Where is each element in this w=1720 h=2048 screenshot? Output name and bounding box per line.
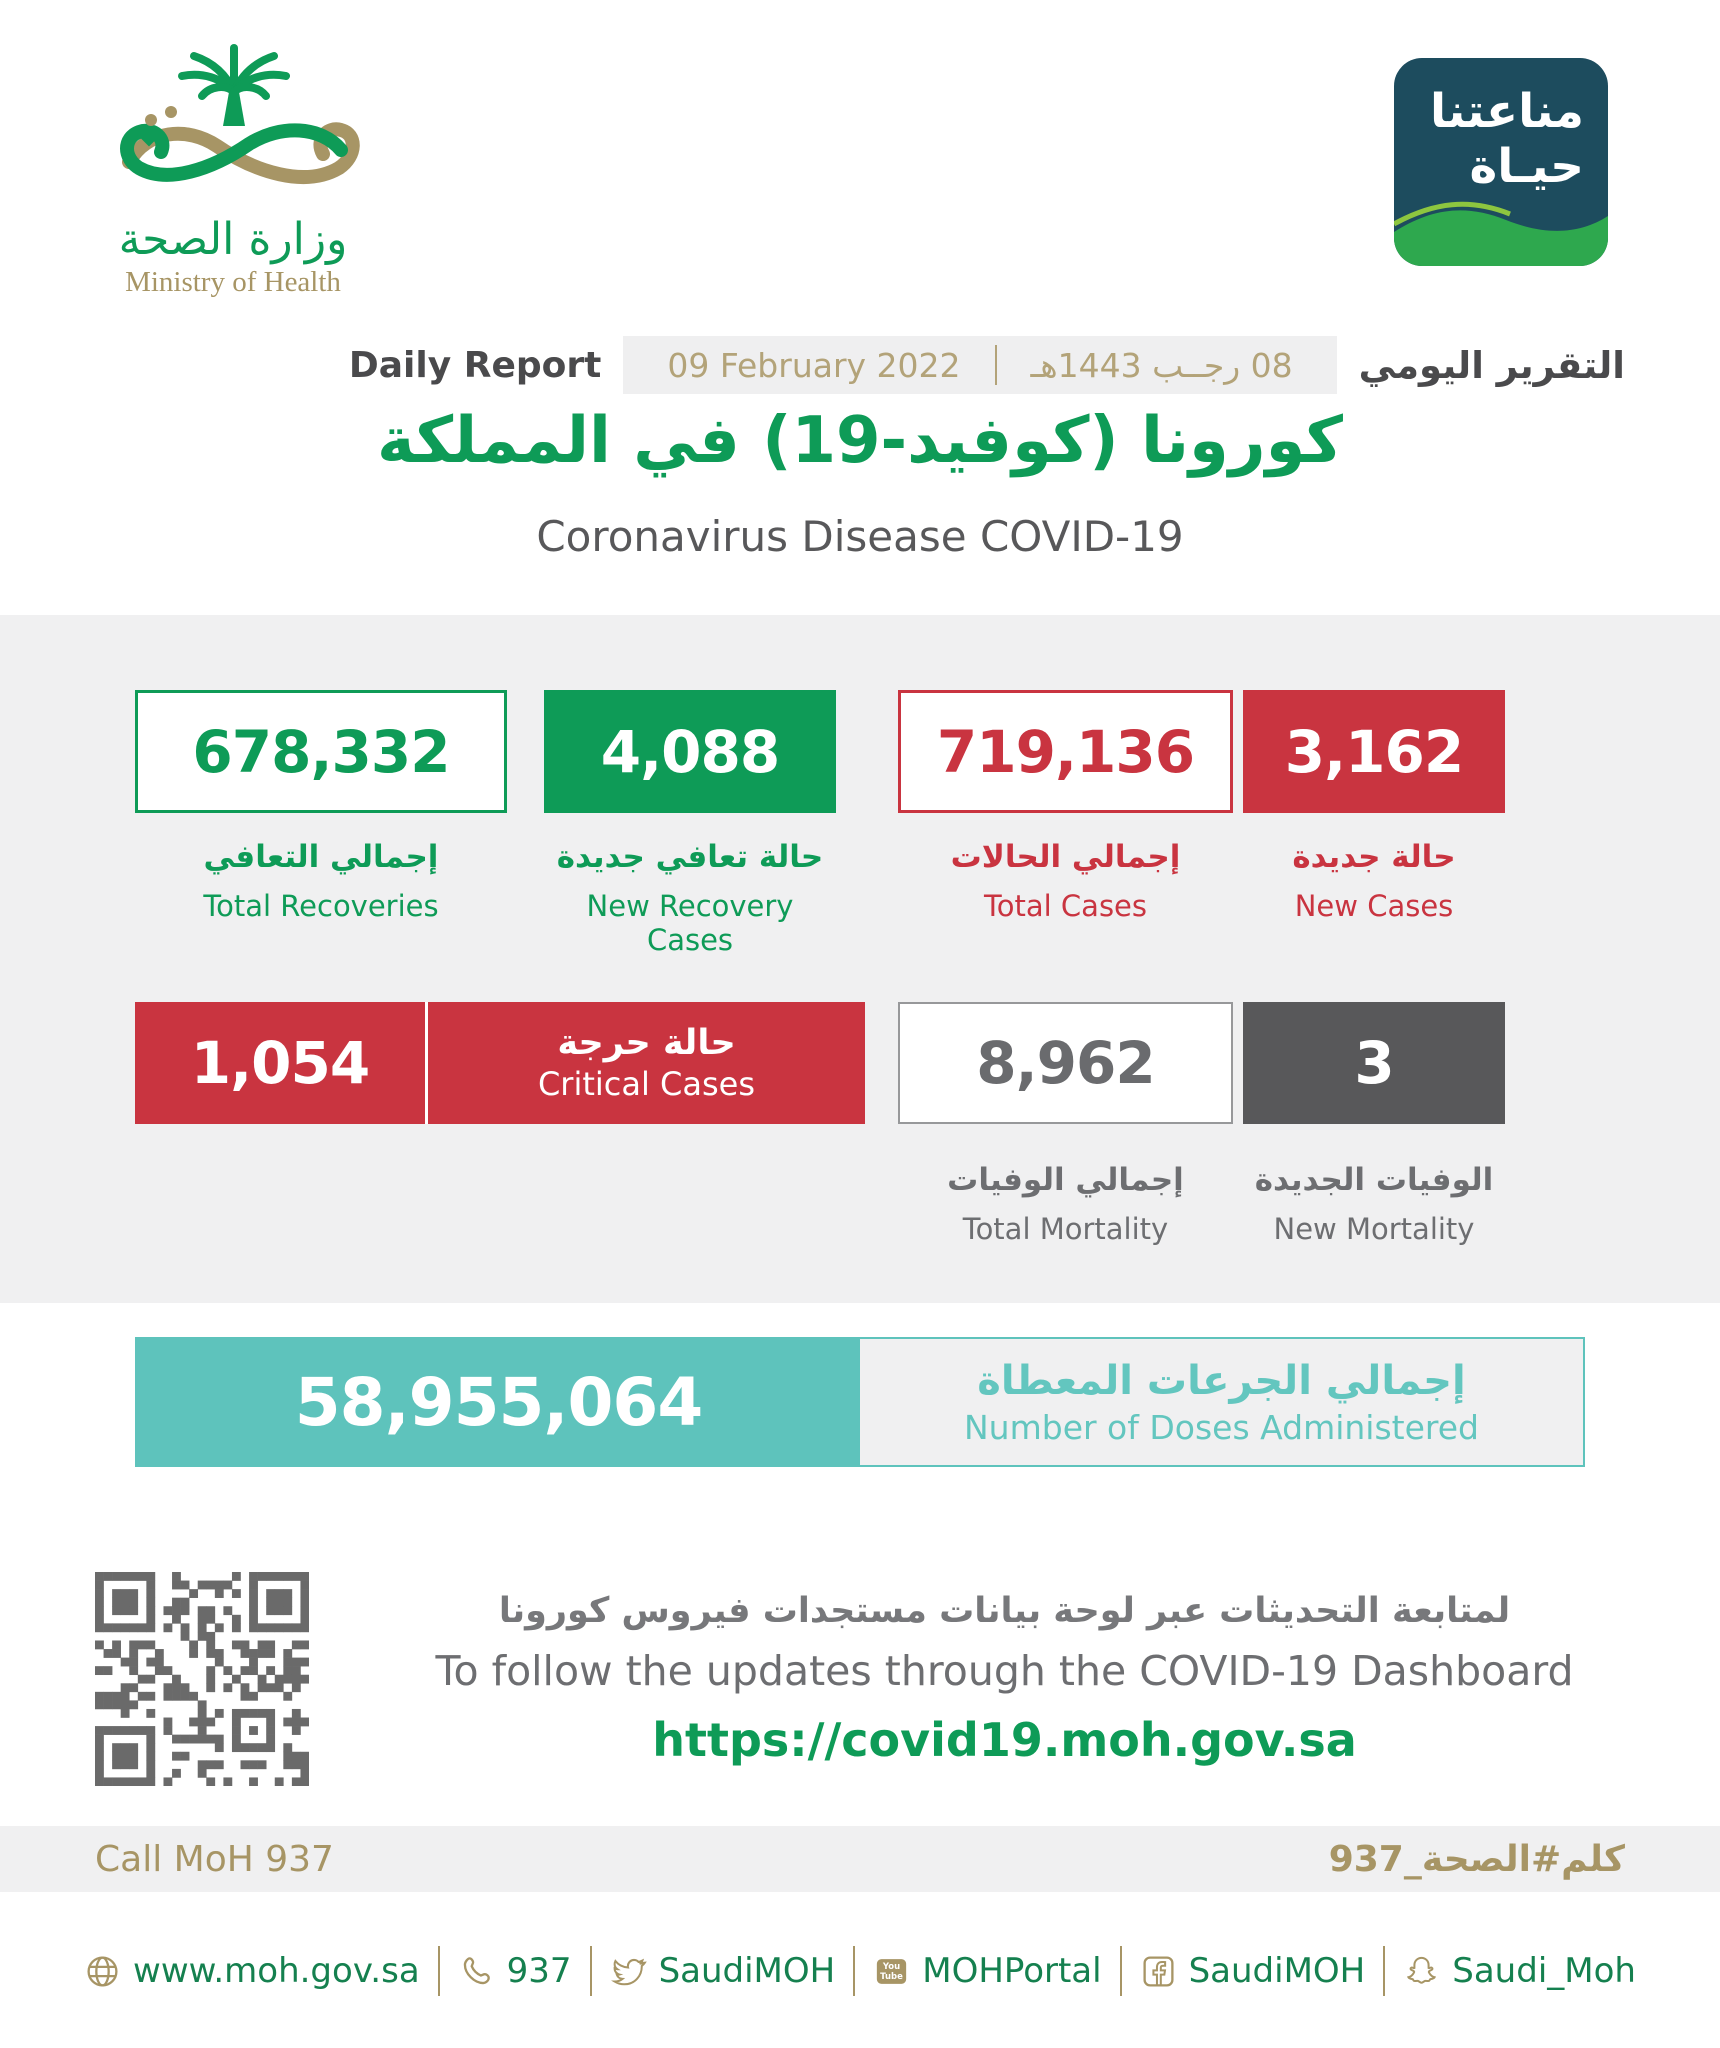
phone-icon [458, 1953, 495, 1990]
snapchat-handle: Saudi_Moh [1452, 1951, 1636, 1991]
footer-item-snapchat[interactable] [1403, 1951, 1636, 1991]
page-title-arabic: كورونا (كوفيد-19) في المملكة [377, 404, 1343, 478]
doses-band [135, 1337, 1585, 1467]
phone-label: 937 [506, 1951, 572, 1991]
date-box [623, 336, 1336, 394]
wave-icon [1394, 194, 1608, 266]
youtube-icon [873, 1953, 910, 1990]
critical-cases-label-ar: حالة حرجة [557, 1023, 736, 1063]
footer-divider [590, 1946, 592, 1996]
new-cases-value: 3,162 [1284, 717, 1464, 786]
footer-item-youtube[interactable] [873, 1951, 1101, 1991]
svg-text:Tube: Tube [880, 1970, 904, 1981]
doses-label-panel [860, 1339, 1583, 1465]
qr-code [95, 1572, 309, 1786]
doses-value-panel [137, 1339, 860, 1465]
total-cases-label-en: Total Cases [983, 889, 1148, 923]
dashboard-text-en: To follow the updates through the COVID-19 Dashboard [435, 1647, 1574, 1695]
doses-label-en: Number of Doses Administered [964, 1407, 1479, 1447]
total-mortality-value: 8,962 [976, 1029, 1155, 1097]
stat-new-cases [1243, 690, 1505, 923]
critical-cases-value: 1,054 [190, 1029, 370, 1097]
immunity-logo-text: مناعتنا حيـاة [1429, 84, 1584, 195]
doses-label-ar: إجمالي الجرعات المعطاة [977, 1357, 1466, 1404]
stat-critical-cases [135, 1002, 865, 1124]
new-mortality-label-ar: الوفيات الجديدة [1254, 1162, 1494, 1198]
daily-report-label-ar: التقرير اليومي [1358, 343, 1625, 387]
youtube-handle: MOHPortal [922, 1951, 1102, 1991]
new-cases-label-en: New Cases [1294, 889, 1454, 923]
facebook-handle: SaudiMOH [1188, 1951, 1366, 1991]
palm-tree-icon [182, 48, 286, 96]
footer-item-facebook[interactable] [1140, 1951, 1366, 1991]
footer-item-phone[interactable] [458, 1951, 572, 1991]
report-date-bar [0, 336, 1625, 394]
call-moh-label: Call MoH 937 [95, 1838, 334, 1880]
daily-report-label-en: Daily Report [348, 344, 602, 386]
new-recovery-cases-value: 4,088 [600, 717, 780, 786]
new-recovery-cases-label-en: New Recovery Cases [586, 889, 794, 957]
stat-total-recoveries [135, 690, 507, 923]
dashboard-url-link[interactable]: https://covid19.moh.gov.sa [652, 1713, 1357, 1767]
stat-new-mortality [1243, 1002, 1505, 1246]
social-footer [0, 1946, 1720, 1996]
dashboard-text-ar: لمتابعة التحديثات عبر لوحة بيانات مستجدات فيروس كورونا [498, 1591, 1511, 1631]
total-recoveries-label-ar: إجمالي التعافي [203, 839, 439, 875]
new-mortality-label-en: New Mortality [1273, 1212, 1475, 1246]
website-label: www.moh.gov.sa [133, 1951, 420, 1991]
footer-divider [853, 1946, 855, 1996]
immunity-logo [1394, 58, 1608, 266]
total-cases-value: 719,136 [936, 717, 1195, 786]
footer-item-website[interactable] [84, 1951, 420, 1991]
doses-administered-value: 58,955,064 [294, 1363, 703, 1441]
footer-divider [438, 1946, 440, 1996]
footer-divider [1383, 1946, 1385, 1996]
facebook-icon [1140, 1953, 1177, 1990]
svg-text:You: You [883, 1960, 901, 1971]
total-cases-label-ar: إجمالي الحالات [950, 839, 1181, 875]
dashboard-section [0, 1548, 1720, 1810]
total-mortality-label-en: Total Mortality [962, 1212, 1169, 1246]
moh-logo-english-name: Ministry of Health [125, 266, 341, 299]
twitter-icon [610, 1953, 647, 1990]
new-cases-label-ar: حالة جديدة [1292, 839, 1456, 875]
moh-logo-arabic-name: وزارة الصحة [118, 214, 348, 265]
page-title-english: Coronavirus Disease COVID-19 [536, 512, 1184, 561]
stat-total-mortality [898, 1002, 1233, 1246]
date-separator [995, 345, 997, 385]
moh-logo-emblem [93, 30, 373, 210]
globe-icon [84, 1953, 121, 1990]
new-mortality-value: 3 [1354, 1029, 1394, 1097]
stats-band [0, 615, 1720, 1303]
twitter-handle: SaudiMOH [658, 1951, 836, 1991]
footer-item-twitter[interactable] [610, 1951, 836, 1991]
total-mortality-label-ar: إجمالي الوفيات [947, 1162, 1184, 1198]
contact-band [0, 1826, 1720, 1892]
moh-logo [78, 30, 388, 299]
critical-cases-label-en: Critical Cases [537, 1065, 756, 1103]
footer-divider [1120, 1946, 1122, 1996]
swoosh-green [127, 130, 341, 174]
stat-total-cases [898, 690, 1233, 923]
total-recoveries-value: 678,332 [192, 717, 450, 786]
new-recovery-cases-label-ar: حالة تعافي جديدة [556, 839, 824, 875]
snapchat-icon [1403, 1953, 1440, 1990]
hashtag-label: كلم#الصحة_937 [1328, 1838, 1625, 1880]
gregorian-date: 09 February 2022 [667, 345, 961, 385]
hijri-date: 08 رجــب 1443هـ [1030, 345, 1293, 385]
stat-new-recovery-cases [544, 690, 836, 957]
total-recoveries-label-en: Total Recoveries [203, 889, 439, 923]
